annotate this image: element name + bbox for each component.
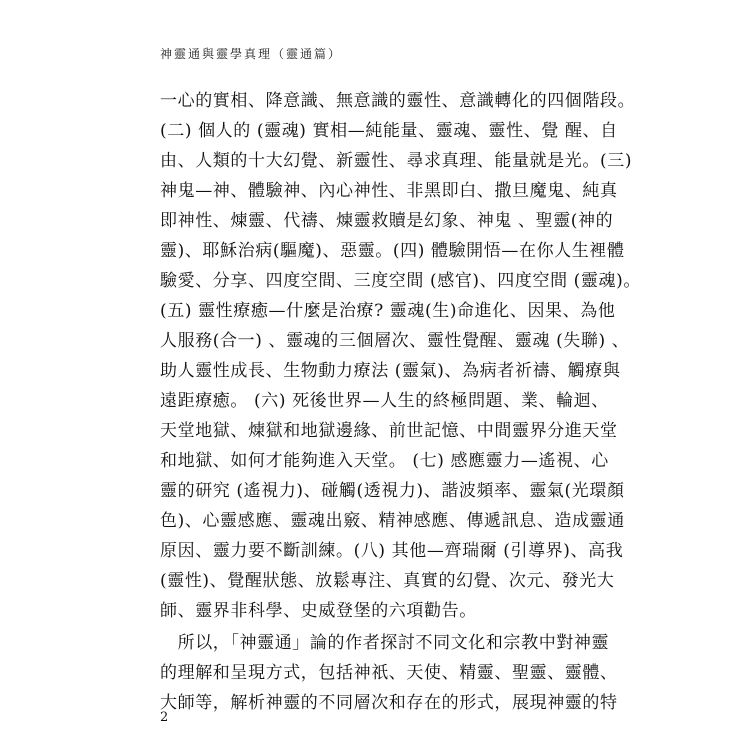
text-line: 神鬼—神、體驗神、內心神性、非黑即白、撒旦魔鬼、純真	[160, 181, 618, 201]
text-line: 色)、心靈感應、靈魂出竅、精神感應、傳遞訊息、造成靈通	[160, 511, 625, 531]
text-line: 原因、靈力要不斷訓練。(八) 其他—齊瑞爾 (引導界)、高我	[160, 541, 624, 561]
text-line: 的理解和呈現方式，包括神祇、天使、精靈、聖靈、靈體、	[160, 663, 618, 683]
text-line: 師、靈界非科學、史威登堡的六項勸告。	[160, 601, 477, 621]
text-line: (二) 個人的 (靈魂) 實相—純能量、靈魂、靈性、覺 醒、自	[160, 121, 618, 141]
text-line: 天堂地獄、煉獄和地獄邊緣、前世記憶、中間靈界分進天堂	[160, 421, 618, 441]
text-line: 靈)、耶穌治病(驅魔)、惡靈。(四) 體驗開悟—在你人生裡體	[160, 241, 625, 261]
text-line: 大師等，解析神靈的不同層次和存在的形式，展現神靈的特	[160, 693, 618, 713]
text-line: 遠距療癒。 (六) 死後世界—人生的終極問題、業、輪迴、	[160, 391, 609, 411]
text-line: 一心的實相、降意識、無意識的靈性、意識轉化的四個階段。	[160, 91, 636, 111]
text-line: 和地獄、如何才能夠進入天堂。 (七) 感應靈力—遙視、心	[160, 451, 609, 471]
text-line: 助人靈性成長、生物動力療法 (靈氣)、為病者祈禱、觸療與	[160, 361, 621, 381]
text-line: 所以，「神靈通」論的作者探討不同文化和宗教中對神靈	[160, 633, 610, 653]
running-header: 神靈通與靈學真理（靈通篇）	[160, 47, 343, 61]
text-line: 人服務(合一) 、靈魂的三個層次、靈性覺醒、靈魂 (失聯) 、	[160, 331, 630, 351]
text-line: 靈的研究 (遙視力)、碰觸(透視力)、諧波頻率、靈氣(光環顏	[160, 481, 625, 501]
text-line: 驗愛、分享、四度空間、三度空間 (感官)、四度空間 (靈魂)。	[160, 271, 641, 291]
page-number: 2	[160, 710, 169, 725]
text-line: 由、人類的十大幻覺、新靈性、尋求真理、能量就是光。(三)	[160, 151, 633, 171]
text-line: (靈性)、覺醒狀態、放鬆專注、真實的幻覺、次元、發光大	[160, 571, 615, 591]
text-line: 即神性、煉靈、代禱、煉靈救贖是幻象、神鬼 、聖靈(神的	[160, 211, 614, 231]
text-line: (五) 靈性療癒—什麼是治療? 靈魂(生)命進化、因果、為他	[160, 301, 616, 321]
